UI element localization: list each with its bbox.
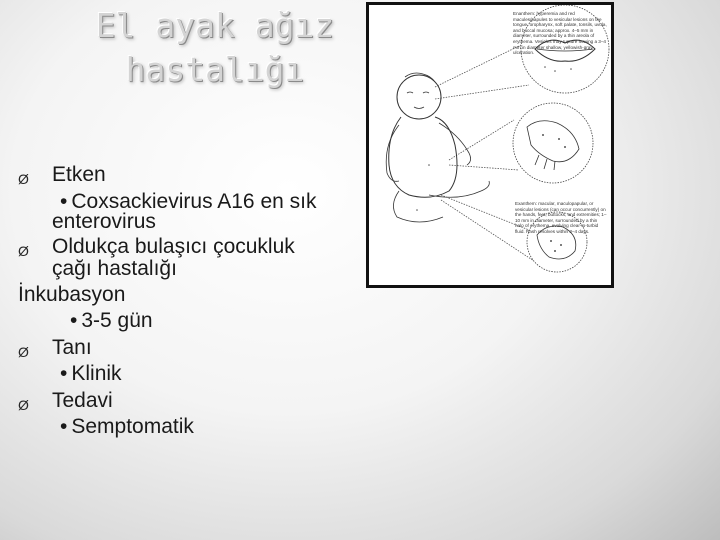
- bullet-tani-label: Tanı: [52, 335, 92, 359]
- sub-bullet-etken-text-2: enterovirus: [52, 210, 156, 233]
- arrow-bullet-icon: Ø: [18, 343, 29, 360]
- enanthem-caption: Enanthem: hyperemia and red macules/papules to vesicular lesions on the tongue, oropharynx, soft palate, tonsils, uvula, and buccal mucosa; approx. 4–5 mm in diameter, surrounded by a thin areola of erythema. Vesicles may rupture leaving a 3–4 mm in diameter shallow, yellowish-gray ulceration.: [513, 11, 607, 56]
- sub-bullet-tedavi-text: Semptomatik: [71, 415, 194, 438]
- slide-title: [95, 4, 335, 92]
- bullet-inkubasyon-label: İnkubasyon: [18, 282, 126, 306]
- bullet-tedavi: [18, 390, 363, 413]
- bullet-bulasici-text-1: Oldukça bulaşıcı çocukluk: [52, 234, 295, 258]
- bullet-etken: [18, 164, 363, 187]
- sub-bullet-tani: [18, 363, 363, 386]
- dot-bullet-icon: •: [60, 189, 68, 213]
- bullet-bulasici-cont: [18, 258, 363, 281]
- bullet-list: [18, 164, 363, 443]
- medical-illustration: [366, 2, 614, 288]
- arrow-bullet-icon: Ø: [18, 242, 29, 259]
- slide-title-line-2: hastalığı: [125, 50, 305, 89]
- bullet-tedavi-label: Tedavi: [52, 388, 113, 412]
- dot-bullet-icon: •: [60, 415, 68, 438]
- sub-bullet-etken-cont: [18, 211, 363, 234]
- sub-bullet-inkubasyon: [18, 310, 363, 333]
- dot-bullet-icon: •: [70, 309, 78, 332]
- bullet-inkubasyon: [18, 284, 363, 307]
- exanthem-caption: Exanthem: macular, maculopapular, or vesicular lesions (can occur concurrently) on the hands, feet, buttocks, and extremities; 1–10 mm in diameter, surrounded by a thin halo of erythema, evolving clear-to-turbid fluid. Rash resolves within 3–4 days.: [515, 201, 607, 234]
- sub-bullet-etken-text-1: Coxsackievirus A16 en sık: [71, 189, 317, 213]
- sub-bullet-tani-text: Klinik: [71, 362, 122, 385]
- bullet-tani: [18, 337, 363, 360]
- arrow-bullet-icon: Ø: [18, 171, 29, 187]
- dot-bullet-icon: •: [60, 362, 68, 385]
- bullet-bulasici: [18, 236, 363, 259]
- sub-bullet-inkubasyon-text: 3-5 gün: [81, 309, 153, 332]
- sub-bullet-tedavi: [18, 416, 363, 439]
- bullet-etken-label: Etken: [52, 163, 106, 186]
- slide-title-line-1: El ayak ağız: [95, 6, 335, 45]
- bullet-bulasici-text-2: çağı hastalığı: [52, 257, 177, 280]
- arrow-bullet-icon: Ø: [18, 396, 29, 413]
